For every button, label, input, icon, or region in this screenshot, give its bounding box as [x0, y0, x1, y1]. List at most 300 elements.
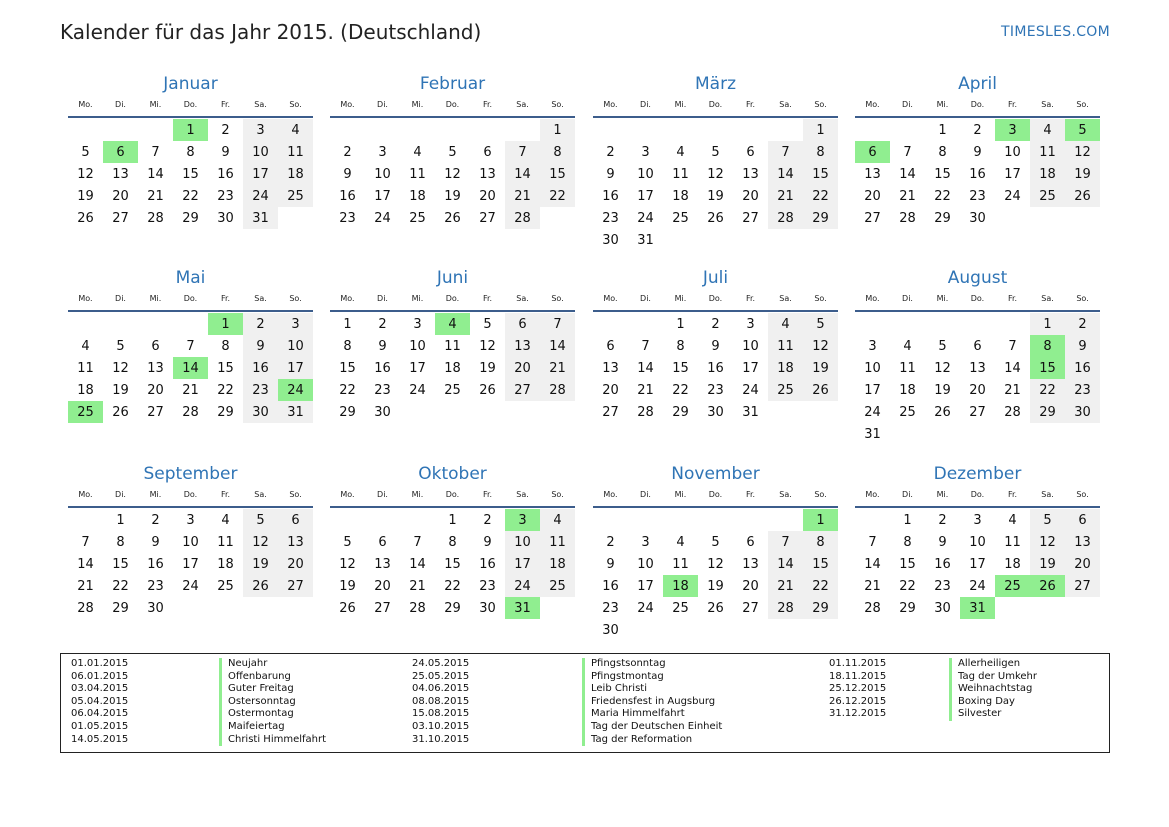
month-name: Juni	[436, 268, 469, 288]
day-cell: 8	[116, 534, 125, 550]
day-cell: 2	[221, 122, 230, 138]
day-cell: 28	[182, 404, 199, 420]
day-cell: 27	[112, 210, 129, 226]
day-cell: 7	[151, 144, 160, 160]
day-cell: 13	[374, 556, 391, 572]
day-cell: 26	[112, 404, 129, 420]
weekday-label: Di.	[640, 294, 651, 303]
empty-cell	[768, 119, 803, 141]
day-cell: 7	[768, 531, 803, 553]
day-cell: 4	[903, 338, 912, 354]
header-rule	[855, 116, 1100, 118]
day-cell: 16	[147, 556, 164, 572]
day-cell: 14	[505, 163, 540, 185]
day-cell: 6	[1065, 509, 1100, 531]
weekday-label: Sa.	[254, 100, 267, 109]
legend-holiday-name: Christi Himmelfahrt	[219, 734, 326, 747]
day-cell: 7	[1008, 338, 1017, 354]
day-cell: 3	[973, 512, 982, 528]
weekday-header	[855, 487, 1100, 503]
weekday-label: Di.	[377, 490, 388, 499]
day-cell: 16	[1065, 357, 1100, 379]
day-cell: 7	[641, 338, 650, 354]
day-cell: 24	[182, 578, 199, 594]
day-cell: 8	[448, 534, 457, 550]
weekday-label: Sa.	[779, 490, 792, 499]
weekday-label: Mo.	[340, 490, 355, 499]
day-cell: 1	[448, 512, 457, 528]
day-cell: 13	[742, 166, 759, 182]
day-cell: 19	[112, 382, 129, 398]
day-cell: 21	[77, 578, 94, 594]
header-rule	[855, 506, 1100, 508]
day-cell: 23	[217, 188, 234, 204]
day-cell: 26	[243, 575, 278, 597]
day-cell: 15	[803, 163, 838, 185]
day-cell: 7	[903, 144, 912, 160]
day-cell: 12	[1030, 531, 1065, 553]
day-cell: 23	[707, 382, 724, 398]
weekday-label: Do.	[708, 100, 723, 109]
day-cell: 5	[803, 313, 838, 335]
legend-holiday-name: Tag der Umkehr	[949, 671, 1037, 684]
day-cell: 10	[637, 556, 654, 572]
weekday-label: Do.	[183, 490, 198, 499]
day-cell: 14	[1004, 360, 1021, 376]
month-mai	[68, 267, 313, 423]
day-grid	[593, 313, 838, 423]
day-cell: 20	[479, 188, 496, 204]
day-cell: 31	[278, 401, 313, 423]
day-cell: 18	[1004, 556, 1021, 572]
day-cell: 5	[448, 144, 457, 160]
day-cell: 13	[742, 556, 759, 572]
empty-cell	[733, 509, 768, 531]
day-cell: 16	[217, 166, 234, 182]
day-cell: 22	[540, 185, 575, 207]
day-cell: 5	[711, 144, 720, 160]
month-name: Mai	[175, 268, 206, 288]
day-cell: 3	[868, 338, 877, 354]
day-cell: 24	[409, 382, 426, 398]
day-cell: 8	[903, 534, 912, 550]
holiday-day-cell: 18	[663, 575, 698, 597]
day-cell: 27	[969, 404, 986, 420]
empty-cell	[365, 119, 400, 141]
day-cell: 1	[676, 316, 685, 332]
weekday-label: So.	[551, 490, 564, 499]
day-cell: 20	[969, 382, 986, 398]
day-cell: 25	[444, 382, 461, 398]
month-name: Dezember	[933, 464, 1022, 484]
day-cell: 25	[278, 185, 313, 207]
weekday-label: Sa.	[254, 294, 267, 303]
weekday-label: Mo.	[865, 100, 880, 109]
day-cell: 23	[479, 578, 496, 594]
brand-logo[interactable]: TIMESLES.COM	[1001, 24, 1110, 40]
day-cell: 6	[505, 313, 540, 335]
day-cell: 2	[606, 144, 615, 160]
empty-cell	[628, 119, 663, 141]
day-cell: 5	[243, 509, 278, 531]
day-cell: 20	[147, 382, 164, 398]
day-cell: 26	[707, 600, 724, 616]
weekday-header	[68, 487, 313, 503]
weekday-label: Sa.	[779, 100, 792, 109]
day-cell: 19	[339, 578, 356, 594]
month-name: März	[695, 74, 736, 94]
day-cell: 12	[77, 166, 94, 182]
day-cell: 18	[217, 556, 234, 572]
weekday-label: So.	[814, 100, 827, 109]
legend-date: 25.12.2015	[829, 683, 887, 695]
day-cell: 18	[278, 163, 313, 185]
holiday-day-cell: 6	[103, 141, 138, 163]
empty-cell	[995, 313, 1030, 335]
weekday-label: Mo.	[78, 294, 93, 303]
day-cell: 30	[602, 232, 619, 248]
day-cell: 28	[899, 210, 916, 226]
day-cell: 8	[221, 338, 230, 354]
legend-holiday-name: Pfingstmontag	[582, 671, 664, 684]
day-cell: 21	[409, 578, 426, 594]
holiday-day-cell: 6	[855, 141, 890, 163]
day-cell: 11	[217, 534, 234, 550]
day-cell: 18	[540, 553, 575, 575]
day-cell: 8	[803, 141, 838, 163]
day-cell: 9	[973, 144, 982, 160]
empty-cell	[663, 509, 698, 531]
day-cell: 19	[1030, 553, 1065, 575]
day-cell: 21	[1004, 382, 1021, 398]
empty-cell	[960, 313, 995, 335]
header-rule	[68, 310, 313, 312]
month-name: Oktober	[418, 464, 487, 484]
empty-cell	[68, 313, 103, 335]
day-cell: 4	[221, 512, 230, 528]
month-oktober	[330, 463, 575, 619]
day-cell: 5	[483, 316, 492, 332]
weekday-label: Do.	[708, 490, 723, 499]
day-cell: 26	[339, 600, 356, 616]
day-cell: 28	[77, 600, 94, 616]
day-cell: 15	[112, 556, 129, 572]
legend-date: 03.04.2015	[71, 683, 129, 695]
day-cell: 20	[505, 357, 540, 379]
day-cell: 11	[409, 166, 426, 182]
day-cell: 30	[602, 622, 619, 638]
day-cell: 10	[969, 534, 986, 550]
legend-holiday-name: Maifeiertag	[219, 721, 285, 734]
day-cell: 11	[672, 556, 689, 572]
holiday-day-cell: 25	[995, 575, 1030, 597]
day-cell: 26	[77, 210, 94, 226]
header-rule	[330, 310, 575, 312]
day-cell: 17	[637, 578, 654, 594]
empty-cell	[855, 313, 890, 335]
month-april	[855, 73, 1100, 229]
day-cell: 23	[339, 210, 356, 226]
weekday-label: Mo.	[340, 100, 355, 109]
weekday-label: Sa.	[779, 294, 792, 303]
legend-holiday-name: Maria Himmelfahrt	[582, 708, 685, 721]
legend-date: 06.04.2015	[71, 708, 129, 720]
holiday-day-cell: 1	[173, 119, 208, 141]
day-cell: 20	[374, 578, 391, 594]
weekday-header	[68, 291, 313, 307]
day-cell: 6	[278, 509, 313, 531]
day-cell: 20	[112, 188, 129, 204]
day-cell: 4	[768, 313, 803, 335]
month-dezember	[855, 463, 1100, 619]
day-cell: 19	[77, 188, 94, 204]
empty-cell	[890, 313, 925, 335]
month-name: September	[143, 464, 238, 484]
weekday-label: Mi.	[674, 100, 687, 109]
day-cell: 4	[278, 119, 313, 141]
day-cell: 29	[803, 597, 838, 619]
empty-cell	[890, 119, 925, 141]
empty-cell	[628, 313, 663, 335]
day-cell: 4	[676, 534, 685, 550]
day-cell: 3	[186, 512, 195, 528]
day-cell: 19	[707, 578, 724, 594]
day-cell: 6	[483, 144, 492, 160]
day-cell: 29	[339, 404, 356, 420]
day-grid	[330, 313, 575, 423]
day-cell: 29	[1030, 401, 1065, 423]
day-grid	[68, 509, 313, 619]
weekday-header	[330, 291, 575, 307]
holiday-day-cell: 1	[208, 313, 243, 335]
day-cell: 30	[374, 404, 391, 420]
weekday-label: Mi.	[149, 490, 162, 499]
day-cell: 23	[934, 578, 951, 594]
day-cell: 14	[77, 556, 94, 572]
weekday-header	[330, 97, 575, 113]
weekday-label: So.	[814, 490, 827, 499]
weekday-header	[68, 97, 313, 113]
day-cell: 16	[602, 188, 619, 204]
day-grid	[855, 509, 1100, 619]
day-cell: 31	[864, 426, 881, 442]
day-cell: 16	[374, 360, 391, 376]
weekday-label: Sa.	[516, 294, 529, 303]
month-name: Februar	[419, 74, 486, 94]
day-cell: 12	[112, 360, 129, 376]
empty-cell	[68, 119, 103, 141]
weekday-label: So.	[551, 100, 564, 109]
day-cell: 11	[899, 360, 916, 376]
day-cell: 13	[1065, 531, 1100, 553]
day-cell: 16	[339, 188, 356, 204]
day-cell: 14	[768, 163, 803, 185]
day-cell: 27	[602, 404, 619, 420]
header-rule	[68, 116, 313, 118]
day-cell: 9	[711, 338, 720, 354]
weekday-label: Do.	[970, 100, 985, 109]
weekday-header	[593, 291, 838, 307]
day-cell: 17	[182, 556, 199, 572]
day-cell: 9	[938, 534, 947, 550]
day-cell: 2	[151, 512, 160, 528]
day-cell: 9	[606, 166, 615, 182]
weekday-label: Fr.	[745, 100, 756, 109]
empty-cell	[855, 119, 890, 141]
day-cell: 4	[413, 144, 422, 160]
day-cell: 30	[217, 210, 234, 226]
weekday-label: So.	[814, 294, 827, 303]
day-cell: 11	[1004, 534, 1021, 550]
holiday-day-cell: 25	[68, 401, 103, 423]
weekday-label: Do.	[970, 294, 985, 303]
day-cell: 9	[378, 338, 387, 354]
weekday-header	[593, 97, 838, 113]
day-cell: 9	[1065, 335, 1100, 357]
day-cell: 5	[116, 338, 125, 354]
day-cell: 27	[374, 600, 391, 616]
day-cell: 27	[742, 600, 759, 616]
day-cell: 2	[243, 313, 278, 335]
day-cell: 20	[602, 382, 619, 398]
day-cell: 12	[803, 335, 838, 357]
weekday-label: Do.	[183, 294, 198, 303]
day-cell: 13	[278, 531, 313, 553]
day-cell: 30	[1065, 401, 1100, 423]
weekday-label: Mi.	[936, 100, 949, 109]
day-cell: 25	[1030, 185, 1065, 207]
day-cell: 2	[378, 316, 387, 332]
weekday-label: Fr.	[745, 490, 756, 499]
day-cell: 15	[444, 556, 461, 572]
weekday-header	[855, 291, 1100, 307]
day-cell: 10	[182, 534, 199, 550]
legend-date: 03.10.2015	[412, 721, 470, 732]
day-cell: 26	[707, 210, 724, 226]
day-cell: 13	[969, 360, 986, 376]
legend-date: 14.05.2015	[71, 733, 129, 745]
day-cell: 18	[768, 357, 803, 379]
header-rule	[855, 310, 1100, 312]
day-cell: 25	[409, 210, 426, 226]
day-cell: 30	[479, 600, 496, 616]
day-cell: 11	[672, 166, 689, 182]
empty-cell	[855, 509, 890, 531]
header-rule	[593, 310, 838, 312]
day-cell: 8	[803, 531, 838, 553]
day-cell: 21	[637, 382, 654, 398]
day-cell: 27	[742, 210, 759, 226]
day-cell: 13	[505, 335, 540, 357]
weekday-label: So.	[289, 490, 302, 499]
legend-holiday-name: Guter Freitag	[219, 683, 294, 696]
weekday-label: Di.	[640, 490, 651, 499]
weekday-label: Do.	[445, 490, 460, 499]
day-cell: 25	[672, 600, 689, 616]
day-cell: 26	[803, 379, 838, 401]
day-cell: 14	[409, 556, 426, 572]
day-cell: 18	[1030, 163, 1065, 185]
day-cell: 21	[768, 185, 803, 207]
empty-cell	[400, 119, 435, 141]
day-cell: 2	[606, 534, 615, 550]
day-cell: 19	[444, 188, 461, 204]
legend-date: 05.04.2015	[71, 695, 129, 707]
day-cell: 26	[479, 382, 496, 398]
day-cell: 9	[243, 335, 278, 357]
day-cell: 7	[413, 534, 422, 550]
day-cell: 12	[243, 531, 278, 553]
day-cell: 22	[672, 382, 689, 398]
day-cell: 19	[934, 382, 951, 398]
legend-holiday-name: Ostermontag	[219, 708, 294, 721]
day-cell: 8	[343, 338, 352, 354]
day-cell: 26	[444, 210, 461, 226]
day-cell: 11	[1030, 141, 1065, 163]
header-rule	[330, 116, 575, 118]
day-cell: 2	[973, 122, 982, 138]
day-cell: 3	[243, 119, 278, 141]
month-november	[593, 463, 838, 641]
day-cell: 15	[672, 360, 689, 376]
empty-cell	[400, 509, 435, 531]
legend-date: 04.06.2015	[412, 683, 470, 695]
day-cell: 26	[1065, 185, 1100, 207]
weekday-label: Sa.	[516, 100, 529, 109]
day-cell: 25	[540, 575, 575, 597]
day-cell: 8	[938, 144, 947, 160]
day-cell: 2	[483, 512, 492, 528]
weekday-label: Mo.	[603, 294, 618, 303]
weekday-label: Do.	[445, 100, 460, 109]
day-cell: 13	[479, 166, 496, 182]
day-cell: 17	[505, 553, 540, 575]
day-cell: 31	[742, 404, 759, 420]
holiday-day-cell: 5	[1065, 119, 1100, 141]
day-cell: 6	[746, 534, 755, 550]
day-cell: 29	[672, 404, 689, 420]
day-cell: 20	[278, 553, 313, 575]
day-cell: 6	[746, 144, 755, 160]
day-cell: 24	[1004, 188, 1021, 204]
day-cell: 23	[602, 210, 619, 226]
day-cell: 18	[77, 382, 94, 398]
day-cell: 6	[151, 338, 160, 354]
day-cell: 19	[707, 188, 724, 204]
day-cell: 27	[1065, 575, 1100, 597]
empty-cell	[698, 509, 733, 531]
day-cell: 9	[221, 144, 230, 160]
holiday-day-cell: 1	[803, 509, 838, 531]
weekday-label: Mi.	[411, 100, 424, 109]
month-name: Juli	[702, 268, 729, 288]
weekday-label: Di.	[377, 100, 388, 109]
day-cell: 30	[243, 401, 278, 423]
day-cell: 2	[343, 144, 352, 160]
day-cell: 10	[374, 166, 391, 182]
day-cell: 31	[243, 207, 278, 229]
holiday-day-cell: 31	[960, 597, 995, 619]
day-cell: 8	[676, 338, 685, 354]
weekday-label: Fr.	[482, 490, 493, 499]
day-cell: 27	[147, 404, 164, 420]
day-cell: 1	[116, 512, 125, 528]
day-cell: 7	[81, 534, 90, 550]
day-cell: 5	[1030, 509, 1065, 531]
day-cell: 15	[803, 553, 838, 575]
day-cell: 15	[540, 163, 575, 185]
day-cell: 21	[147, 188, 164, 204]
